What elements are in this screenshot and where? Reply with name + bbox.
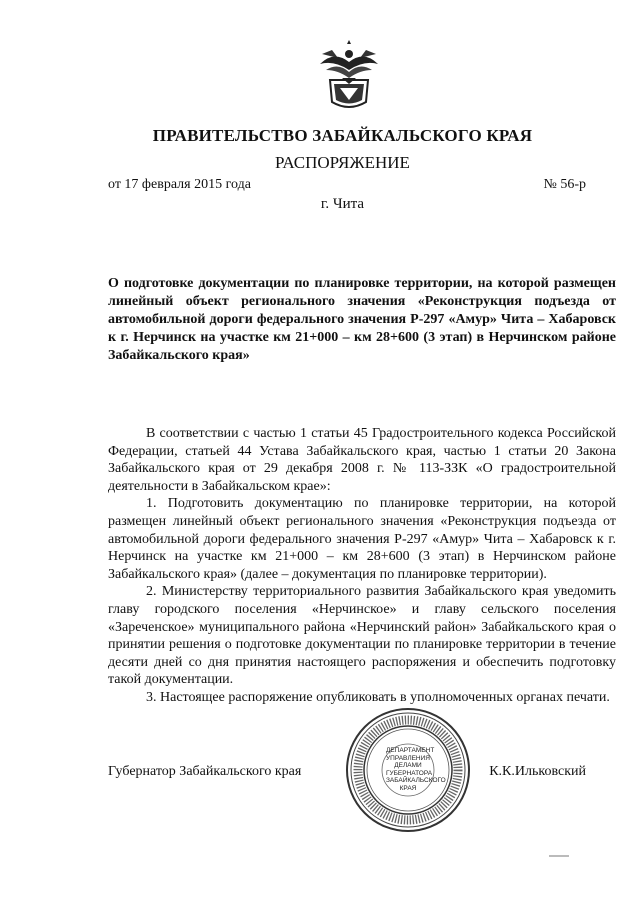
intro-paragraph: В соответствии с частью 1 статьи 45 Градостроительного кодекса Российской Федерации, статьей 44 Устава Забайкальского края, частью 1 статьи 20 Закона Забайкальского края от 29 декабря 2008 г. № 113-ЗЗК «О градостроительной деятельности в Забайкальском крае»: [108,426,616,494]
coat-of-arms-icon [318,40,380,112]
document-body [108,425,616,707]
item-1-paragraph: 1. Подготовить документацию по планировке территории, на которой размещен линейный объект регионального значения «Реконструкция подъезда от автомобильной дороги федерального значения Р-297 «Амур» Чита – Хабаровск к г. Нерчинск на участке км 21+000 – км 28+600 (3 этап) в Нерчинском районе Забайкальского края» (далее – документация по планировке территории). [108,496,616,582]
document-city: г. Чита [320,196,365,212]
item-2-paragraph: 2. Министерству территориального развития Забайкальского края уведомить главу городского поселения «Нерчинское» и главу сельского поселения «Зареченское» муниципального района «Нерчинский район» Забайкальского края о принятии решения о подготовке документации по планировке территории в течение десяти дней со дня принятия настоящего распоряжения и обеспечить подготовку такой документации. [108,584,616,688]
document-type: РАСПОРЯЖЕНИЕ [275,153,410,172]
signatory-title: Губернатор Забайкальского края [108,764,302,779]
document-number: № 56-р [543,177,586,192]
scan-mark [549,855,569,857]
signatory-name: К.К.Ильковский [489,764,586,779]
organization-name: ПРАВИТЕЛЬСТВО ЗАБАЙКАЛЬСКОГО КРАЯ [152,126,533,145]
document-date: от 17 февраля 2015 года [108,177,251,192]
item-3-paragraph: 3. Настоящее распоряжение опубликовать в уполномоченных органах печати. [146,689,610,705]
document-title: О подготовке документации по планировке территории, на которой размещен линейный объект регионального значения «Реконструкция подъезда от автомобильной дороги федерального значения Р-297 «Амур» Чита – Хабаровск к г. Нерчинск на участке км 21+000 – км 28+600 (3 этап) в Нерчинском районе Забайкальского края» [108,276,616,363]
seal-center-text: ДЕПАРТАМЕНТ УПРАВЛЕНИЯ ДЕЛАМИ ГУБЕРНАТОРА ЗАБАЙКАЛЬСКОГО КРАЯ [386,747,446,792]
